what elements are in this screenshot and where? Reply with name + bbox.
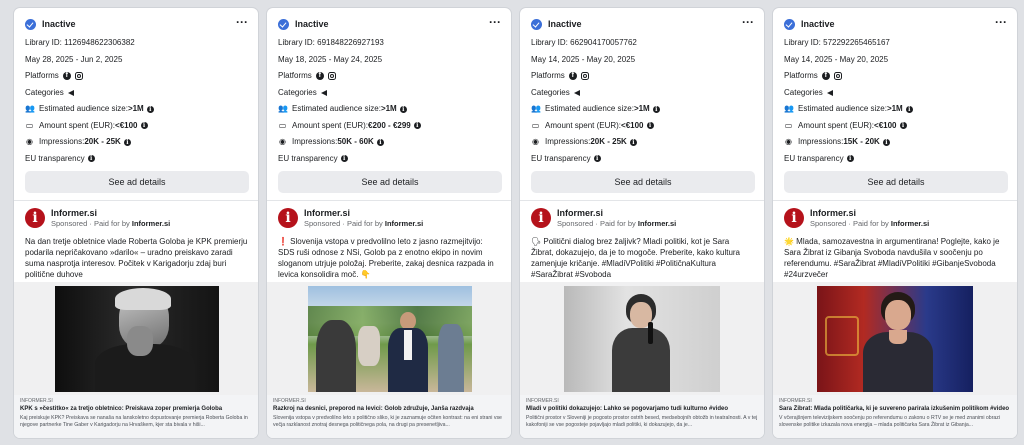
link-description: Kaj preiskuje KPK? Preiskava se nanaša na lanskoletno dopustovanje premierja Roberta Goloba in njegove partnerke Tine Gaber v Karigadorju na Hrvaškem, kjer sta bivala v hiši... xyxy=(20,415,248,428)
ad-image[interactable] xyxy=(308,286,472,392)
ad-card xyxy=(14,8,258,438)
info-icon[interactable]: i xyxy=(847,155,854,162)
link-domain: INFORMER.SI xyxy=(20,398,53,404)
eu-transparency-row xyxy=(531,154,754,164)
paid-by: Informer.si xyxy=(637,219,677,228)
amount-value: <€100 xyxy=(621,120,644,130)
platforms-label: Platforms xyxy=(531,71,565,80)
facebook-icon: f xyxy=(822,72,830,80)
impressions-label: Impressions: xyxy=(39,137,85,146)
link-title[interactable]: KPK s »čestitko« za tretjo obletnico: Preiskava zoper premierja Goloba xyxy=(20,406,223,412)
info-icon[interactable]: i xyxy=(88,155,95,162)
link-domain: INFORMER.SI xyxy=(526,398,559,404)
link-title[interactable]: Razkroj na desnici, preporod na levici: Golob združuje, Janša razdvaja xyxy=(273,406,474,412)
amount-value: <€100 xyxy=(874,120,897,130)
impressions-value: 20K - 25K xyxy=(84,137,121,146)
page-name[interactable]: Informer.si xyxy=(557,208,604,218)
impressions-row xyxy=(25,137,248,147)
ad-body-text: ❗ Slovenija vstopa v predvolilno leto z jasno razmejitvijo: SDS ruši odnose z NSi, Golob pa z enotno ekipo in novim sloganom utrjuje položaj. Preberite, zakaj desnica razpada in levica konsolidira moč. 👇 xyxy=(278,237,494,279)
paid-by: Informer.si xyxy=(131,219,171,228)
instagram-icon xyxy=(581,72,589,80)
see-ad-details-button[interactable]: See ad details xyxy=(278,171,502,193)
date-range: May 14, 2025 - May 20, 2025 xyxy=(784,54,889,64)
impressions-value: 15K - 20K xyxy=(843,137,880,146)
audience-value: >1M xyxy=(127,104,144,113)
facebook-icon: f xyxy=(63,72,71,80)
categories-label: Categories xyxy=(531,87,570,97)
ad-image[interactable] xyxy=(564,286,720,392)
more-dots-icon[interactable]: ··· xyxy=(489,15,501,29)
sponsored-label: Sponsored · Paid for by xyxy=(304,219,385,228)
platforms-row xyxy=(784,71,1007,81)
audience-value: >1M xyxy=(380,104,397,113)
amount-label: Amount spent (EUR): xyxy=(292,120,369,130)
facebook-icon: f xyxy=(569,72,577,80)
sponsored-line xyxy=(51,219,170,228)
date-range: May 18, 2025 - May 24, 2025 xyxy=(278,54,383,64)
amount-label: Amount spent (EUR): xyxy=(39,120,116,130)
info-icon[interactable]: i xyxy=(883,139,890,146)
eu-transparency-label: EU transparency xyxy=(25,153,85,163)
link-title[interactable]: Sara Žibrat: Mlada političarka, ki je suvereno parirala izkušenim politikom #video xyxy=(779,406,1010,412)
library-id: Library ID: 1126948622306382 xyxy=(25,38,135,47)
sponsored-line xyxy=(810,219,929,228)
megaphone-icon xyxy=(574,90,580,96)
info-icon[interactable]: i xyxy=(630,139,637,146)
audience-value: >1M xyxy=(633,104,650,113)
info-icon[interactable]: i xyxy=(653,106,660,113)
link-preview[interactable] xyxy=(773,395,1017,438)
eu-transparency-label: EU transparency xyxy=(278,153,338,163)
categories-row xyxy=(278,88,501,98)
sponsored-label: Sponsored · Paid for by xyxy=(51,219,132,228)
ad-card xyxy=(773,8,1017,438)
audience-row xyxy=(25,104,248,114)
info-icon[interactable]: i xyxy=(341,155,348,162)
eu-transparency-row xyxy=(25,154,248,164)
megaphone-icon xyxy=(827,90,833,96)
money-icon: ▭ xyxy=(25,120,34,130)
check-badge-icon xyxy=(784,19,795,30)
sponsored-label: Sponsored · Paid for by xyxy=(810,219,891,228)
informer-logo-icon[interactable]: i xyxy=(531,208,551,228)
paid-by: Informer.si xyxy=(384,219,424,228)
page-name[interactable]: Informer.si xyxy=(810,208,857,218)
platforms-label: Platforms xyxy=(278,71,312,80)
info-icon[interactable]: i xyxy=(900,122,907,129)
amount-value: <€100 xyxy=(115,120,138,130)
impressions-row xyxy=(784,137,1007,147)
link-domain: INFORMER.SI xyxy=(273,398,306,404)
amount-value: €200 - €299 xyxy=(368,120,411,130)
impressions-label: Impressions: xyxy=(798,137,844,146)
info-icon[interactable]: i xyxy=(147,106,154,113)
eye-icon: ◉ xyxy=(785,137,792,146)
audience-label: Estimated audience size: xyxy=(798,104,887,113)
ad-image[interactable] xyxy=(55,286,219,392)
money-icon: ▭ xyxy=(531,120,540,130)
impressions-value: 20K - 25K xyxy=(590,137,627,146)
info-icon[interactable]: i xyxy=(647,122,654,129)
library-id: Library ID: 691848226927193 xyxy=(278,38,384,47)
see-ad-details-button[interactable]: See ad details xyxy=(784,171,1008,193)
audience-label: Estimated audience size: xyxy=(292,104,381,113)
categories-row xyxy=(25,88,248,98)
check-badge-icon xyxy=(531,19,542,30)
audience-label: Estimated audience size: xyxy=(545,104,634,113)
instagram-icon xyxy=(834,72,842,80)
ad-media[interactable] xyxy=(520,282,764,395)
people-icon: 👥 xyxy=(784,104,794,113)
status-label: Inactive xyxy=(548,19,582,29)
audience-label: Estimated audience size: xyxy=(39,104,128,113)
status-label: Inactive xyxy=(295,19,329,29)
link-description: Politični prostor v Sloveniji je pogosto prostor ostrih besed, medsebojnih obtožb in teatralnosti. A v tej kakofoniji se vse pogosteje pojavljajo mladi politiki, ki dokazujejo, da je... xyxy=(526,415,758,428)
facebook-icon: f xyxy=(316,72,324,80)
audience-value: >1M xyxy=(886,104,903,113)
categories-label: Categories xyxy=(278,87,317,97)
people-icon: 👥 xyxy=(25,104,35,113)
sponsored-line xyxy=(304,219,423,228)
status-label: Inactive xyxy=(42,19,76,29)
informer-logo-icon[interactable]: i xyxy=(278,208,298,228)
check-badge-icon xyxy=(25,19,36,30)
categories-label: Categories xyxy=(25,87,64,97)
more-dots-icon[interactable]: ··· xyxy=(236,15,248,29)
link-preview[interactable] xyxy=(14,395,258,438)
impressions-row xyxy=(278,137,501,147)
megaphone-icon xyxy=(321,90,327,96)
informer-logo-icon[interactable]: i xyxy=(25,208,45,228)
link-description: V včerajšnjem televizijskem soočenju po referendumu o zakonu o RTV se je med znanimi obrazi slovenske politike izkazala nova energija – mlada političarka Sara Žibrat iz Gibanja... xyxy=(779,415,1001,428)
info-icon[interactable]: i xyxy=(594,155,601,162)
sponsored-line xyxy=(557,219,676,228)
paid-by: Informer.si xyxy=(890,219,930,228)
eye-icon: ◉ xyxy=(279,137,286,146)
link-preview[interactable] xyxy=(267,395,511,438)
info-icon[interactable]: i xyxy=(124,139,131,146)
ad-media[interactable] xyxy=(773,282,1017,395)
link-title[interactable]: Mladi v politiki dokazujejo: Lahko se pogovarjamo tudi kulturno #video xyxy=(526,406,729,412)
audience-row xyxy=(784,104,1007,114)
link-description: Slovenija vstopa v predvolilno leto s politično sliko, ki je zaznamuje očiten kontrast: na eni strani vse večja razklanost znotraj desnega političnega pola, na drugi pa presenetljiva... xyxy=(273,415,502,428)
categories-label: Categories xyxy=(784,87,823,97)
eu-transparency-row xyxy=(278,154,501,164)
eu-transparency-label: EU transparency xyxy=(784,153,844,163)
amount-row xyxy=(278,121,501,131)
ad-media[interactable] xyxy=(14,282,258,395)
eu-transparency-row xyxy=(784,154,1007,164)
info-icon[interactable]: i xyxy=(400,106,407,113)
date-range: May 28, 2025 - Jun 2, 2025 xyxy=(25,54,123,64)
money-icon: ▭ xyxy=(784,120,793,130)
ad-card xyxy=(520,8,764,438)
ad-body-text: Na dan tretje obletnice vlade Roberta Goloba je KPK premierju podarila nepričakovano »darilo« – uradno preiskavo zaradi suma nasprotja interesov. Počitek v Karigadorju zdaj buri politične duhove xyxy=(25,237,248,279)
categories-row xyxy=(531,88,754,98)
people-icon: 👥 xyxy=(531,104,541,113)
status-label: Inactive xyxy=(801,19,835,29)
check-badge-icon xyxy=(278,19,289,30)
platforms-row xyxy=(25,71,248,81)
audience-row xyxy=(278,104,501,114)
see-ad-details-button[interactable]: See ad details xyxy=(25,171,249,193)
money-icon: ▭ xyxy=(278,120,287,130)
people-icon: 👥 xyxy=(278,104,288,113)
ad-media[interactable] xyxy=(267,282,511,395)
platforms-label: Platforms xyxy=(784,71,818,80)
platforms-row xyxy=(278,71,501,81)
more-dots-icon[interactable]: ··· xyxy=(995,15,1007,29)
impressions-row xyxy=(531,137,754,147)
date-range: May 14, 2025 - May 20, 2025 xyxy=(531,54,636,64)
info-icon[interactable]: i xyxy=(906,106,913,113)
ad-body-text: 🗣 Politični dialog brez žaljivk? Mladi politiki, kot je Sara Žibrat, dokazujejo, da je to mogoče. Preberite, kako kultura zamenjuje kričanje. #MladiVPolitiki #PolitičnaKultura #SaraŽibrat #Svoboda xyxy=(531,237,740,279)
ad-card xyxy=(267,8,511,438)
amount-row xyxy=(531,121,754,131)
impressions-label: Impressions: xyxy=(292,137,338,146)
amount-label: Amount spent (EUR): xyxy=(798,120,875,130)
platforms-row xyxy=(531,71,754,81)
impressions-value: 50K - 60K xyxy=(337,137,374,146)
eye-icon: ◉ xyxy=(532,137,539,146)
amount-label: Amount spent (EUR): xyxy=(545,120,622,130)
info-icon[interactable]: i xyxy=(414,122,421,129)
categories-row xyxy=(784,88,1007,98)
platforms-label: Platforms xyxy=(25,71,59,80)
library-id: Library ID: 572292265465167 xyxy=(784,38,890,47)
eye-icon: ◉ xyxy=(26,137,33,146)
ad-image[interactable] xyxy=(817,286,973,392)
eu-transparency-label: EU transparency xyxy=(531,153,591,163)
instagram-icon xyxy=(75,72,83,80)
page-name[interactable]: Informer.si xyxy=(51,208,98,218)
megaphone-icon xyxy=(68,90,74,96)
ad-body-text: 🌟 Mlada, samozavestna in argumentirana! Poglejte, kako je Sara Žibrat iz Gibanja Svoboda navdušila v soočenju po referendumu. #SaraŽibrat #MladiVPolitiki #GibanjeSvoboda #24urzvečer xyxy=(784,237,1000,279)
audience-row xyxy=(531,104,754,114)
library-id: Library ID: 662904170057762 xyxy=(531,38,637,47)
see-ad-details-button[interactable]: See ad details xyxy=(531,171,755,193)
page-name[interactable]: Informer.si xyxy=(304,208,351,218)
informer-logo-icon[interactable]: i xyxy=(784,208,804,228)
amount-row xyxy=(25,121,248,131)
instagram-icon xyxy=(328,72,336,80)
info-icon[interactable]: i xyxy=(141,122,148,129)
info-icon[interactable]: i xyxy=(377,139,384,146)
sponsored-label: Sponsored · Paid for by xyxy=(557,219,638,228)
more-dots-icon[interactable]: ··· xyxy=(742,15,754,29)
amount-row xyxy=(784,121,1007,131)
impressions-label: Impressions: xyxy=(545,137,591,146)
link-domain: INFORMER.SI xyxy=(779,398,812,404)
link-preview[interactable] xyxy=(520,395,764,438)
